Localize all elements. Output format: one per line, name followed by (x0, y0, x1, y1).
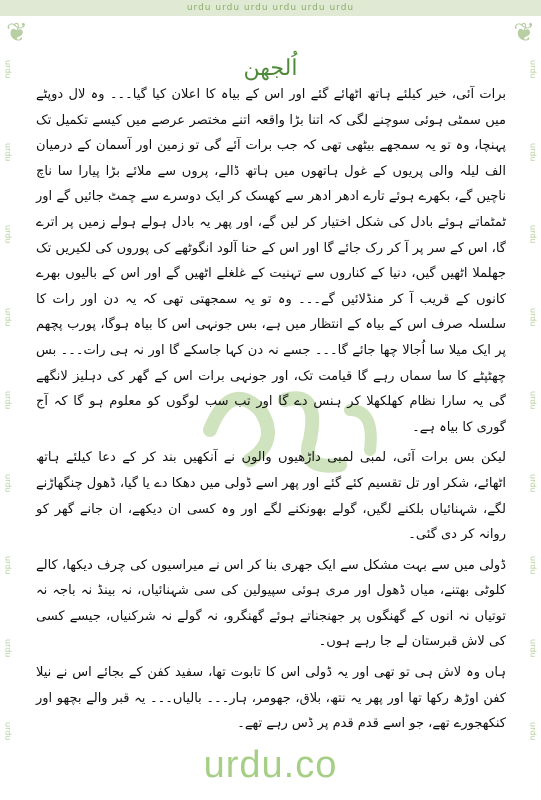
top-decorative-border (0, 0, 541, 16)
footer-brand-logo: urdu.co (203, 744, 338, 786)
side-label: urdu (3, 60, 13, 79)
side-label: urdu (3, 473, 13, 492)
side-label: urdu (528, 60, 538, 79)
side-label: urdu (528, 473, 538, 492)
article-paragraph: ہاں وہ لاش ہی تو تھی اور یہ ڈولی اس کا تابوت تھا، سفید کفن کے بجائے اس نے نیلا کفن اوڑھ رکھا تھا اور پھر یہ نتھ، بلاق، جھومر، ہار۔۔۔ بالیاں۔۔۔ یہ قبر والے بچھو اور کنکھجورے تھے، جو اسے قدم قدم پر ڈس رہے تھے۔ (36, 665, 506, 732)
side-label: urdu (3, 721, 13, 740)
right-decorative-strip (528, 60, 538, 740)
corner-ornament-icon: ❦ (6, 18, 28, 48)
corner-ornament-icon: ❦ (513, 18, 535, 48)
side-label: urdu (3, 390, 13, 410)
side-label: urdu (528, 142, 538, 162)
side-label: urdu (3, 142, 13, 162)
left-decorative-strip (3, 60, 13, 740)
side-label: urdu (3, 225, 13, 244)
article-body (36, 82, 506, 742)
article-paragraph: ڈولی میں سے بہت مشکل سے ایک جھری بنا کر اس نے میراسیوں کی چرف دیکھا، کالے کلوٹی بھتنے، میاں ڈھول اور مری ہوئی سپیولین کی سی شہنائیاں، نہ بینڈ نہ باجہ نہ توتیاں نہ انوں کے گھنگوں پر جھنجناتے ہوئے گھنگرو، نہ گولے نہ شرکنیاں، جیسے کسی کی لاش قبرستان لے جا رہے ہوں۔ (36, 557, 506, 650)
side-label: urdu (528, 390, 538, 410)
side-label: urdu (528, 638, 538, 658)
page-title: اُلجھن (243, 56, 298, 81)
side-label: urdu (528, 556, 538, 575)
side-label: urdu (3, 638, 13, 658)
side-label: urdu (528, 225, 538, 244)
side-label: urdu (528, 308, 538, 327)
article-paragraph: لیکن بس برات آئی، لمبی لمبی داڑھیوں والوں نے آنکھیں بند کر کے دعا کیلئے ہاتھ اٹھائے، شکر اور تل تقسیم کئے گئے اور پھر اسے ڈولی میں دھکا دے یا گیا، ڈھول چنگھاڑنے لگے، شہنائیاں بلکنے لگیں، گولے بھونکنے لگے اور وہ کسی ان دیکھے، ان جانے گھر کو روانہ کر دی گئی۔ (36, 450, 506, 543)
border-text: urdu urdu urdu urdu urdu urdu (186, 3, 355, 13)
side-label: urdu (3, 556, 13, 575)
article-paragraph: برات آئی، خیر کیلئے ہاتھ اٹھائے گئے اور اس کے بیاہ کا اعلان کیا گیا۔۔۔ وہ لال دوپٹے میں سمٹی ہوئی سوچنے لگی کہ اتنا بڑا واقعہ اتنے مختصر عرصے میں کیسے تکمیل تک پہنچا، وہ تو یہ سمجھے بیٹھی تھی کہ جب برات آئے گی تو زمین اور آسمان کے درمیان الف لیلہ والی پریوں کے غول ہاتھوں میں ہاتھ ڈالے، پروں سے ملائے بڑا پیارا سا ناچ ناچیں گے، بکھرے ہوئے تارے ادھر ادھر سے کھسک کر ایک دوسرے سے چمٹ جائیں گے اور ٹمٹماتے ہوئے بادل کی شکل اختیار کر لیں گے، اور پھر یہ بادل ہولے ہولے زمیں پر اترے گا، اس کے سر پر آ کر رک جائے گا اور اس کے حنا آلود انگوٹھے کی پوروں کی لکیریں تک جھلملا اٹھیں گیں، دنیا کے کناروں سے تہنیت کے غلغلے اٹھیں گے اور اس کے بالیوں بھرے کانوں کے قریب آ کر منڈلائیں گے۔۔۔ وہ تو یہ سمجھتی تھی کہ یہ دن اور رات کا سلسلہ صرف اس کے بیاہ کے انتظار میں ہے، بس جونہی اس کا بیاہ ہوگا، پورب پچھم پر ایک میلا سا اُجالا چھا جائے گا۔۔۔ جسے نہ دن کہا جاسکے گا اور نہ ہی رات۔۔۔ بس چھٹپٹے کا سا سماں رہے گا قیامت تک، اور جونہی برات اس کے گھر کی دہلیز لانگھے گی یہ سارا نظام کھلکھلا کر ہنس دے گا اور تب سب لوگوں کو معلوم ہو گا کہ آج گوری کا بیاہ ہے۔ (36, 87, 506, 435)
side-label: urdu (528, 721, 538, 740)
side-label: urdu (3, 308, 13, 327)
